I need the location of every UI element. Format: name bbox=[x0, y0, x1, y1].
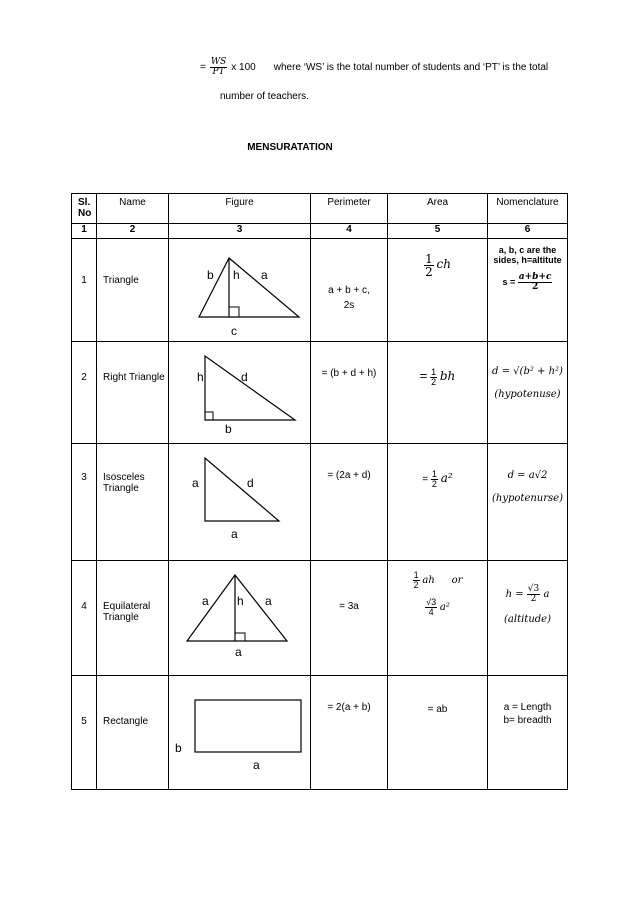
perimeter-cell bbox=[311, 239, 388, 342]
area-fraction-2: $\frac{√3}{4}$ bbox=[426, 597, 437, 617]
nomenclature-line-1: a, b, c are the bbox=[498, 245, 557, 255]
ws-over-pt-fraction bbox=[210, 58, 227, 77]
nomenclature-line-2: b= breadth bbox=[503, 715, 552, 726]
perimeter-cell: = (b + d + h) bbox=[311, 342, 388, 444]
area-or: or bbox=[451, 575, 463, 587]
label-a-left: a bbox=[202, 594, 209, 608]
area-variable: a² bbox=[440, 471, 453, 486]
altitude-fraction: $\frac{√3}{2}$ bbox=[527, 584, 540, 604]
nomenclature-h: h = bbox=[505, 589, 524, 600]
table-row bbox=[72, 239, 568, 342]
area-cell bbox=[388, 239, 488, 342]
label-b: b bbox=[175, 741, 182, 755]
area-fraction: $\frac{1}{2}$ bbox=[425, 252, 433, 279]
figure-cell bbox=[169, 561, 311, 676]
area-fraction: $\frac{1}{2}$ bbox=[431, 469, 437, 489]
fraction-denominator: PT bbox=[212, 67, 225, 77]
rectangle-figure bbox=[169, 676, 311, 786]
label-a: a bbox=[253, 758, 260, 772]
shape-name: Rectangle bbox=[97, 676, 169, 790]
figure-cell bbox=[169, 239, 311, 342]
row-number: 4 bbox=[72, 561, 97, 676]
shape-name: Triangle bbox=[97, 239, 169, 342]
nomenclature-cell bbox=[488, 561, 568, 676]
area-fraction: $\frac{1}{2}$ bbox=[431, 367, 437, 387]
col-number: 2 bbox=[97, 224, 169, 239]
nomenclature-line-2: sides, h=altitute bbox=[493, 255, 562, 265]
intro-formula bbox=[200, 58, 600, 102]
multiplier: x 100 bbox=[231, 62, 256, 73]
mensuration-table bbox=[71, 193, 568, 790]
shape-name: Equilateral Triangle bbox=[97, 561, 169, 676]
col-number: 6 bbox=[488, 224, 568, 239]
area-cell: = ab bbox=[388, 676, 488, 790]
label-a-base: a bbox=[235, 645, 242, 659]
perimeter-line-2: 2s bbox=[343, 300, 355, 311]
right-triangle-figure bbox=[169, 342, 311, 440]
perimeter-line-1: a + b + c, bbox=[328, 285, 370, 296]
header-figure: Figure bbox=[169, 194, 311, 224]
intro-line-1: where ‘WS’ is the total number of students and ‘PT’ is the total bbox=[273, 62, 549, 73]
header-name: Name bbox=[97, 194, 169, 224]
row-number: 5 bbox=[72, 676, 97, 790]
col-number: 3 bbox=[169, 224, 311, 239]
area-equals: = bbox=[419, 368, 428, 384]
row-number: 1 bbox=[72, 239, 97, 342]
table-row bbox=[72, 561, 568, 676]
col-number: 5 bbox=[388, 224, 488, 239]
figure-cell bbox=[169, 676, 311, 790]
figure-cell bbox=[169, 444, 311, 561]
nomenclature-line-1: a = Length bbox=[503, 702, 552, 713]
table-row bbox=[72, 676, 568, 790]
col-number: 4 bbox=[311, 224, 388, 239]
header-row bbox=[72, 194, 568, 224]
nomenclature-cell bbox=[488, 239, 568, 342]
area-cell bbox=[388, 561, 488, 676]
label-d: d bbox=[247, 476, 254, 490]
label-h: h bbox=[237, 594, 244, 608]
figure-cell bbox=[169, 342, 311, 444]
area-variable-2: a² bbox=[439, 602, 450, 614]
nomenclature-cell bbox=[488, 342, 568, 444]
triangle-figure bbox=[169, 239, 311, 338]
label-d: d bbox=[241, 370, 248, 384]
area-cell bbox=[388, 342, 488, 444]
isosceles-triangle-figure bbox=[169, 444, 311, 557]
col-number: 1 bbox=[72, 224, 97, 239]
header-sl: Sl. No bbox=[72, 194, 97, 224]
area-variable: ch bbox=[436, 257, 451, 272]
fraction-numerator: WS bbox=[210, 57, 227, 67]
label-b: b bbox=[225, 422, 232, 436]
nomenclature-cell bbox=[488, 444, 568, 561]
nomenclature-cell bbox=[488, 676, 568, 790]
area-fraction: $\frac{1}{2}$ bbox=[413, 570, 419, 590]
header-area: Area bbox=[388, 194, 488, 224]
header-perimeter: Perimeter bbox=[311, 194, 388, 224]
label-a: a bbox=[261, 268, 268, 282]
label-c: c bbox=[231, 324, 237, 338]
row-number: 2 bbox=[72, 342, 97, 444]
header-nomenclature: Nomenclature bbox=[488, 194, 568, 224]
nomenclature-line-2: (hypotenurse) bbox=[492, 493, 563, 504]
area-variable: ah bbox=[422, 575, 435, 587]
area-equals: = bbox=[422, 474, 429, 486]
label-h: h bbox=[233, 268, 240, 282]
label-a-base: a bbox=[231, 527, 238, 541]
column-number-row bbox=[72, 224, 568, 239]
area-cell bbox=[388, 444, 488, 561]
shape-name: Isosceles Triangle bbox=[97, 444, 169, 561]
label-b: b bbox=[207, 268, 214, 282]
area-variable: bh bbox=[439, 369, 456, 384]
equals-sign: = bbox=[200, 62, 206, 73]
label-a: a bbox=[192, 476, 199, 490]
nomenclature-s: s = bbox=[502, 276, 516, 287]
section-heading: MENSURATATION bbox=[247, 142, 333, 153]
table-row bbox=[72, 444, 568, 561]
equilateral-triangle-figure bbox=[169, 561, 311, 672]
perimeter-cell: = 3a bbox=[311, 561, 388, 676]
nomenclature-line-1: d = a√2 bbox=[507, 470, 548, 481]
nomenclature-variable: a bbox=[543, 589, 550, 600]
label-h: h bbox=[197, 370, 204, 384]
perimeter-cell: = (2a + d) bbox=[311, 444, 388, 561]
intro-line-2: number of teachers. bbox=[220, 91, 309, 102]
label-a-right: a bbox=[265, 594, 272, 608]
table-row bbox=[72, 342, 568, 444]
nomenclature-line-1: d = √(b² + h²) bbox=[492, 366, 563, 377]
semiperimeter-fraction: $\frac{a+b+c}{2}$ bbox=[518, 272, 552, 292]
nomenclature-line-2: (altitude) bbox=[504, 614, 551, 625]
nomenclature-line-2: (hypotenuse) bbox=[494, 389, 561, 400]
row-number: 3 bbox=[72, 444, 97, 561]
shape-name: Right Triangle bbox=[97, 342, 169, 444]
perimeter-cell: = 2(a + b) bbox=[311, 676, 388, 790]
